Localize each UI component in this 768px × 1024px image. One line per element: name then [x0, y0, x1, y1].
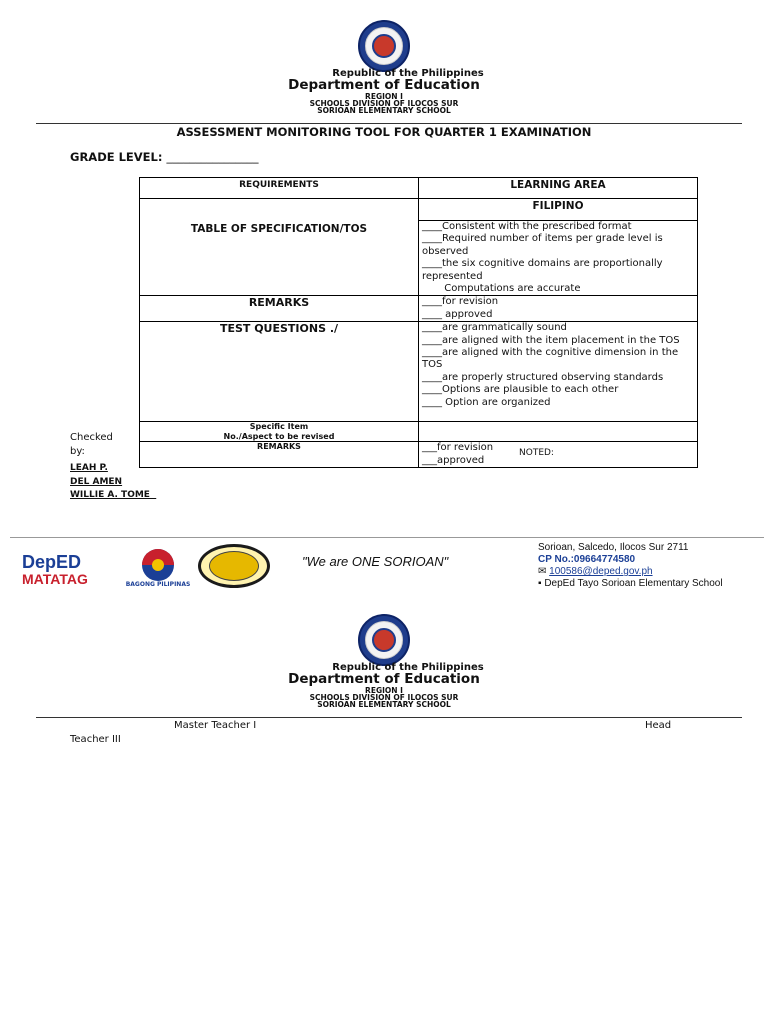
tos-item: ____Required number of items per grade level is observed	[422, 233, 663, 257]
specific-item-cell	[140, 422, 419, 442]
department-title: Department of Education	[288, 671, 480, 687]
address-text: Sorioan, Salcedo, Ilocos Sur 2711	[538, 542, 689, 553]
test-item: ____are properly structured observing standards	[422, 371, 664, 383]
remarks-checklist	[419, 296, 698, 322]
division-text: SCHOOLS DIVISION OF ILOCOS SUR	[309, 99, 459, 108]
division-text: SCHOOLS DIVISION OF ILOCOS SUR	[309, 693, 459, 702]
contact-info	[538, 542, 723, 590]
school-text: SORIOAN ELEMENTARY SCHOOL	[317, 106, 451, 115]
checker-name: DEL AMEN	[70, 476, 123, 487]
grade-level	[70, 150, 258, 164]
header-divider	[36, 717, 742, 718]
matatag-text: MATATAG	[22, 571, 88, 587]
footer-banner	[10, 537, 764, 594]
email-icon: ✉	[538, 566, 550, 577]
remarks-item: ____ approved	[422, 308, 493, 320]
requirements-header: REQUIREMENTS	[140, 178, 419, 199]
header-divider	[36, 123, 742, 124]
checker-name: LEAH P.	[70, 463, 108, 473]
test-item: ____are aligned with the item placement in the TOS	[422, 334, 680, 346]
bagong-text: BAGONG PILIPINAS	[125, 581, 191, 588]
final-remarks-label: REMARKS	[140, 442, 419, 468]
checked-label: Checked	[70, 432, 113, 443]
tos-label: TABLE OF SPECIFICATION/TOS	[190, 223, 368, 235]
deped-logo-text: DepED	[22, 552, 82, 572]
noted-label: NOTED:	[519, 448, 554, 459]
region-text: REGION I	[365, 686, 403, 695]
region-text: REGION I	[365, 92, 403, 101]
subject-cell: FILIPINO	[419, 199, 698, 221]
department-title: Department of Education	[288, 77, 480, 93]
aspect-label: No./Aspect to be revised	[223, 431, 335, 441]
test-item: ____are grammatically sound	[422, 322, 567, 334]
specific-item-value	[419, 422, 698, 442]
master-teacher-label: Master Teacher I	[174, 720, 257, 731]
deped-matatag-logo	[22, 552, 88, 587]
teacher-iii-label: Teacher III	[70, 734, 121, 745]
deped-seal	[358, 614, 410, 666]
final-item: ___for revision	[422, 442, 494, 454]
email-row	[538, 566, 723, 578]
tos-item: Computations are accurate	[422, 283, 581, 295]
document-title: ASSESSMENT MONITORING TOOL FOR QUARTER 1 EXAMINATION	[176, 125, 592, 139]
tos-item: ____the six cognitive domains are proportionally represented	[422, 258, 663, 282]
checker-name: WILLIE A. TOME	[70, 490, 157, 500]
republic-text: Republic of the Philippines	[332, 68, 484, 79]
email-text[interactable]: 100586@deped.gov.ph	[549, 566, 653, 577]
remarks-item: ____for revision	[422, 296, 499, 308]
school-text: SORIOAN ELEMENTARY SCHOOL	[317, 700, 451, 709]
final-item: ___approved	[422, 454, 485, 466]
learning-area-header: LEARNING AREA	[419, 178, 698, 199]
fb-text: DepEd Tayo Sorioan Elementary School	[544, 578, 723, 589]
test-checklist	[419, 322, 698, 422]
republic-text: Republic of the Philippines	[332, 662, 484, 673]
checked-by-label	[70, 431, 113, 459]
bagong-pilipinas-logo	[118, 548, 198, 588]
test-item: ____are aligned with the cognitive dimension in the TOS	[422, 347, 679, 371]
tos-cell	[140, 199, 419, 296]
tos-item: ____Consistent with the prescribed format	[422, 221, 632, 232]
test-item: ____ Option are organized	[422, 396, 551, 408]
checker-names	[70, 462, 156, 503]
specific-item-label: Specific Item	[249, 422, 309, 432]
grade-level-blank: ________________	[166, 150, 259, 164]
remarks-label: REMARKS	[140, 296, 419, 322]
cp-text: CP No.:09664774580	[538, 554, 636, 565]
motto-text: "We are ONE SORIOAN"	[302, 554, 449, 569]
requirements-table	[139, 177, 698, 468]
tos-checklist	[419, 221, 698, 296]
by-label: by:	[70, 446, 85, 457]
fb-row	[538, 578, 723, 590]
school-seal-logo	[198, 544, 270, 588]
final-checklist	[419, 442, 698, 468]
test-questions-label: TEST QUESTIONS ./	[140, 322, 419, 422]
deped-seal	[358, 20, 410, 72]
test-item: ____Options are plausible to each other	[422, 384, 619, 396]
grade-level-label: GRADE LEVEL:	[70, 150, 163, 164]
facebook-icon: ▪	[538, 578, 545, 589]
head-label: Head	[645, 720, 672, 731]
